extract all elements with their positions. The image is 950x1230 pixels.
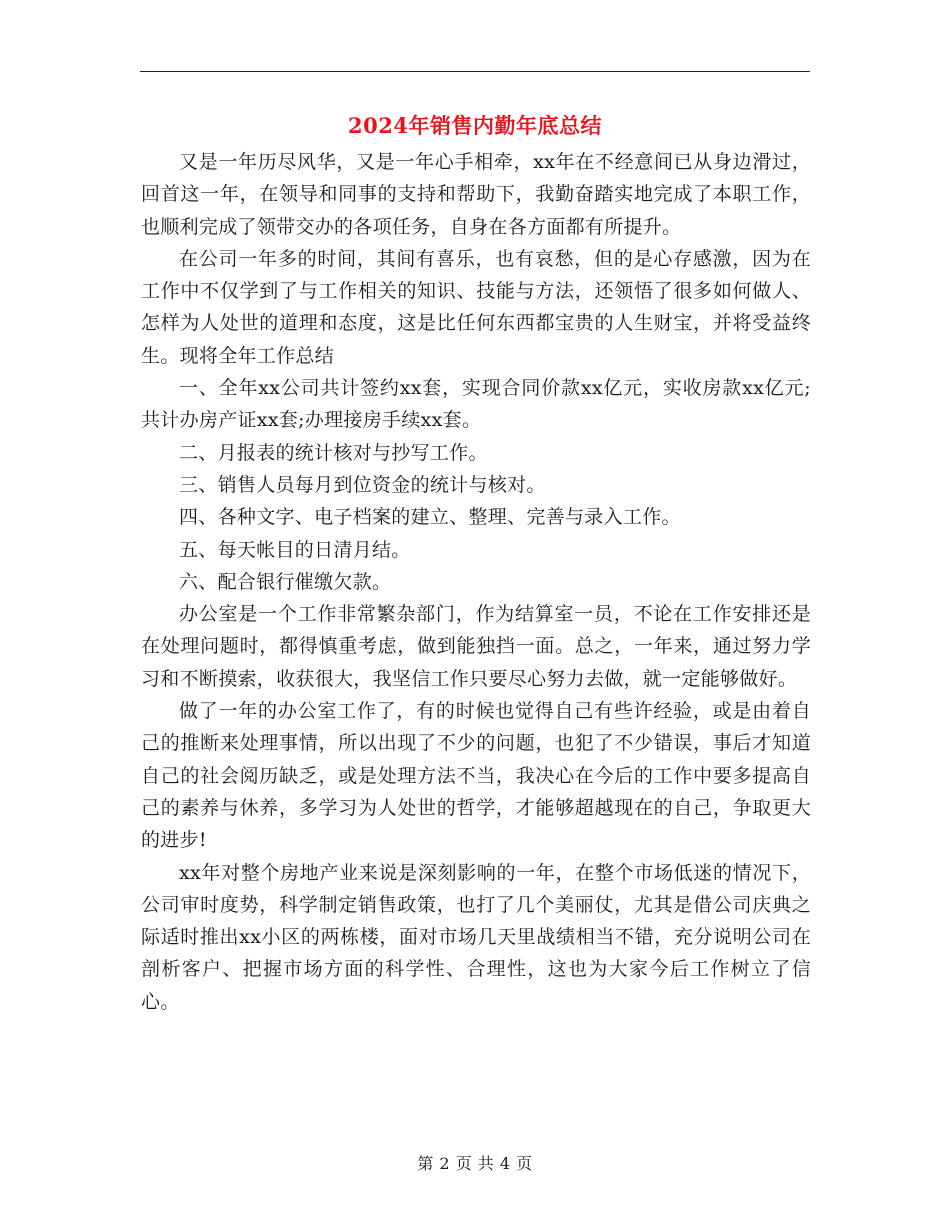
document-title: 2024年销售内勤年底总结: [348, 113, 602, 138]
list-item-4: 四、各种文字、电子档案的建立、整理、完善与录入工作。: [179, 506, 681, 529]
paragraph-gratitude: 在公司一年多的时间，其间有喜乐，也有哀愁，但的是心存感激，因为在工作中不仅学到了与工作相关的知识、技能与方法，还领悟了很多如何做人、怎样为人处世的道理和态度，这是比任何东西都宝贵的人生财宝，并将受益终生。现将全年工作总结: [141, 247, 811, 367]
list-item-3: 三、销售人员每月到位资金的统计与核对。: [179, 473, 546, 496]
list-item-1: 一、全年xx公司共计签约xx套，实现合同价款xx亿元，实收房款xx亿元;共计办房产证xx套;办理接房手续xx套。: [141, 377, 811, 432]
header-rule: [140, 71, 810, 72]
paragraph-market: xx年对整个房地产业来说是深刻影响的一年，在整个市场低迷的情况下，公司审时度势，科学制定销售政策，也打了几个美丽仗，尤其是借公司庆典之际适时推出xx小区的两栋楼，面对市场几天里战绩相当不错，充分说明公司在剖析客户、把握市场方面的科学性、合理性，这也为大家今后工作树立了信心。: [141, 861, 811, 1013]
page-number: 第 2 页 共 4 页: [417, 1154, 533, 1173]
document-body: [141, 146, 811, 1018]
paragraph-office-work: 办公室是一个工作非常繁杂部门，作为结算室一员，不论在工作安排还是在处理问题时，都得慎重考虑，做到能独挡一面。总之，一年来，通过努力学习和不断摸索，收获很大，我坚信工作只要尽心努力去做，就一定能够做好。: [141, 603, 811, 690]
list-item-6: 六、配合银行催缴欠款。: [179, 570, 392, 593]
paragraph-reflection: 做了一年的办公室工作了，有的时候也觉得自己有些许经验，或是由着自己的推断来处理事情，所以出现了不少的问题，也犯了不少错误，事后才知道自己的社会阅历缺乏，或是处理方法不当，我决心在今后的工作中要多提高自己的素养与休养，多学习为人处世的哲学，才能够超越现在的自己，争取更大的进步!: [141, 700, 811, 852]
list-item-5: 五、每天帐目的日清月结。: [179, 538, 411, 561]
list-item-2: 二、月报表的统计核对与抄写工作。: [179, 441, 488, 464]
paragraph-intro: 又是一年历尽风华，又是一年心手相牵，xx年在不经意间已从身边滑过，回首这一年，在领导和同事的支持和帮助下，我勤奋踏实地完成了本职工作，也顺利完成了领带交办的各项任务，自身在各方面都有所提升。: [141, 151, 811, 238]
